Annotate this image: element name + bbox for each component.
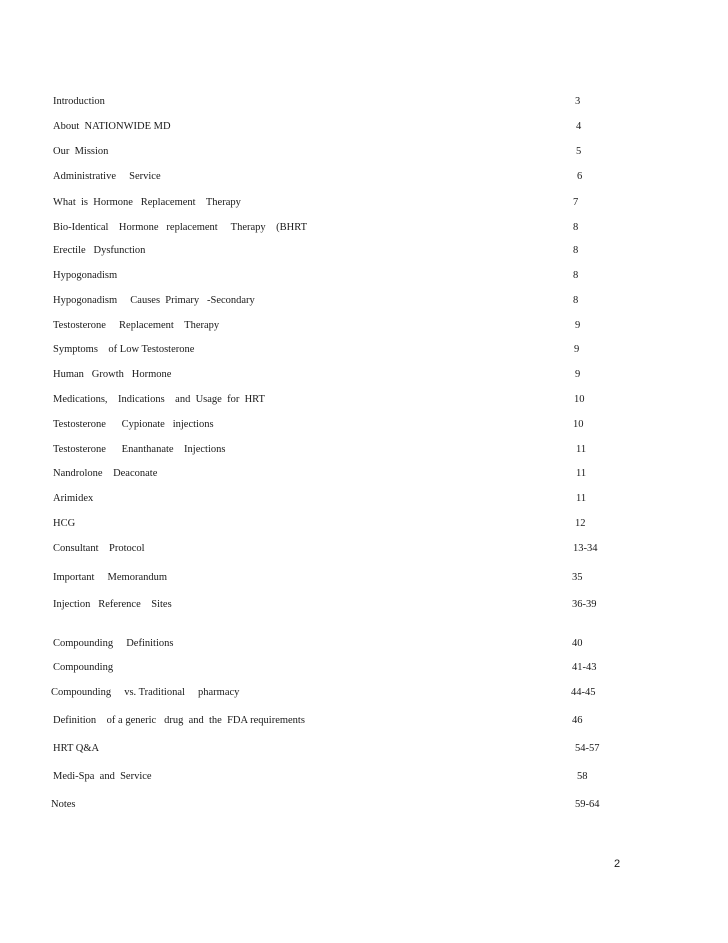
toc-entry-page: 46 xyxy=(572,715,583,726)
toc-entry-page: 8 xyxy=(573,222,579,233)
toc-entry-title: HCG xyxy=(53,518,76,529)
toc-entry-title: Introduction xyxy=(53,96,105,107)
toc-entry-title: Testosterone Replacement Therapy xyxy=(53,320,220,331)
toc-entry-title: Compounding Definitions xyxy=(53,638,174,649)
toc-entry xyxy=(0,636,728,652)
toc-entry xyxy=(0,570,728,586)
toc-entry-page: 13-34 xyxy=(573,543,598,554)
toc-entry-title: About NATIONWIDE MD xyxy=(53,121,171,132)
toc-entry-page: 40 xyxy=(572,638,583,649)
toc-entry-page: 35 xyxy=(572,572,583,583)
toc-entry xyxy=(0,597,728,613)
toc-entry xyxy=(0,442,728,458)
toc-entry-page: 9 xyxy=(574,344,580,355)
page-number: 2 xyxy=(614,858,621,870)
toc-entry-title: Consultant Protocol xyxy=(53,543,145,554)
toc-entry-title: Erectile Dysfunction xyxy=(53,245,146,256)
toc-entry xyxy=(0,797,728,813)
toc-entry-page: 8 xyxy=(573,245,579,256)
toc-entry-page: 4 xyxy=(576,121,582,132)
toc-entry xyxy=(0,268,728,284)
toc-entry-page: 36-39 xyxy=(572,599,597,610)
toc-entry xyxy=(0,195,728,211)
toc-entry xyxy=(0,685,728,701)
toc-entry xyxy=(0,417,728,433)
toc-entry xyxy=(0,293,728,309)
toc-entry-title: Administrative Service xyxy=(53,171,161,182)
toc-entry-page: 11 xyxy=(576,444,587,455)
toc-entry-page: 11 xyxy=(576,468,587,479)
toc-entry-title: Nandrolone Deaconate xyxy=(53,468,158,479)
toc-entry xyxy=(0,220,728,236)
toc-entry-title: Notes xyxy=(51,799,76,810)
toc-entry-title: Testosterone Cypionate injections xyxy=(53,419,214,430)
toc-entry xyxy=(0,94,728,110)
toc-entry-page: 10 xyxy=(573,419,584,430)
toc-entry xyxy=(0,342,728,358)
toc-entry-title: Medi-Spa and Service xyxy=(53,771,152,782)
toc-entry-title: Medications, Indications and Usage for HRT xyxy=(53,394,265,405)
toc-entry-page: 5 xyxy=(576,146,582,157)
toc-entry-title: Compounding vs. Traditional pharmacy xyxy=(51,687,240,698)
toc-entry-page: 9 xyxy=(575,369,581,380)
toc-entry xyxy=(0,713,728,729)
toc-entry-page: 58 xyxy=(577,771,588,782)
toc-entry-page: 44-45 xyxy=(571,687,596,698)
toc-entry-title: Hypogonadism Causes Primary -Secondary xyxy=(53,295,255,306)
toc-entry xyxy=(0,769,728,785)
toc-entry xyxy=(0,466,728,482)
toc-entry-title: HRT Q&A xyxy=(53,743,100,754)
toc-entry-page: 6 xyxy=(577,171,583,182)
toc-entry-title: Compounding xyxy=(53,662,114,673)
toc-entry-title: Injection Reference Sites xyxy=(53,599,172,610)
toc-entry-title: What is Hormone Replacement Therapy xyxy=(53,197,241,208)
toc-entry-title: Symptoms of Low Testosterone xyxy=(53,344,195,355)
toc-entry-page: 10 xyxy=(574,394,585,405)
toc-entry xyxy=(0,516,728,532)
toc-entry xyxy=(0,491,728,507)
toc-entry-title: Human Growth Hormone xyxy=(53,369,172,380)
toc-entry xyxy=(0,741,728,757)
toc-entry-page: 8 xyxy=(573,270,579,281)
toc-entry xyxy=(0,660,728,676)
toc-entry-title: Our Mission xyxy=(53,146,109,157)
toc-entry-page: 41-43 xyxy=(572,662,597,673)
toc-entry-title: Hypogonadism xyxy=(53,270,118,281)
toc-entry-page: 8 xyxy=(573,295,579,306)
toc-entry-title: Testosterone Enanthanate Injections xyxy=(53,444,226,455)
toc-entry xyxy=(0,144,728,160)
toc-entry-page: 59-64 xyxy=(575,799,600,810)
toc-entry-page: 54-57 xyxy=(575,743,600,754)
toc-entry-title: Arimidex xyxy=(53,493,94,504)
toc-entry xyxy=(0,243,728,259)
toc-entry-title: Definition of a generic drug and the FDA requirements xyxy=(53,715,305,726)
toc-entry-page: 12 xyxy=(575,518,586,529)
toc-entry xyxy=(0,169,728,185)
toc-entry-title: Important Memorandum xyxy=(53,572,168,583)
toc-entry xyxy=(0,367,728,383)
toc-entry xyxy=(0,318,728,334)
toc-entry-title: Bio-Identical Hormone replacement Therapy (BHRT xyxy=(53,222,308,233)
toc-entry-page: 7 xyxy=(573,197,579,208)
toc-entry-page: 9 xyxy=(575,320,581,331)
toc-entry xyxy=(0,392,728,408)
toc-entry xyxy=(0,119,728,135)
toc-entry-page: 3 xyxy=(575,96,581,107)
toc-entry xyxy=(0,541,728,557)
toc-entry-page: 11 xyxy=(576,493,587,504)
